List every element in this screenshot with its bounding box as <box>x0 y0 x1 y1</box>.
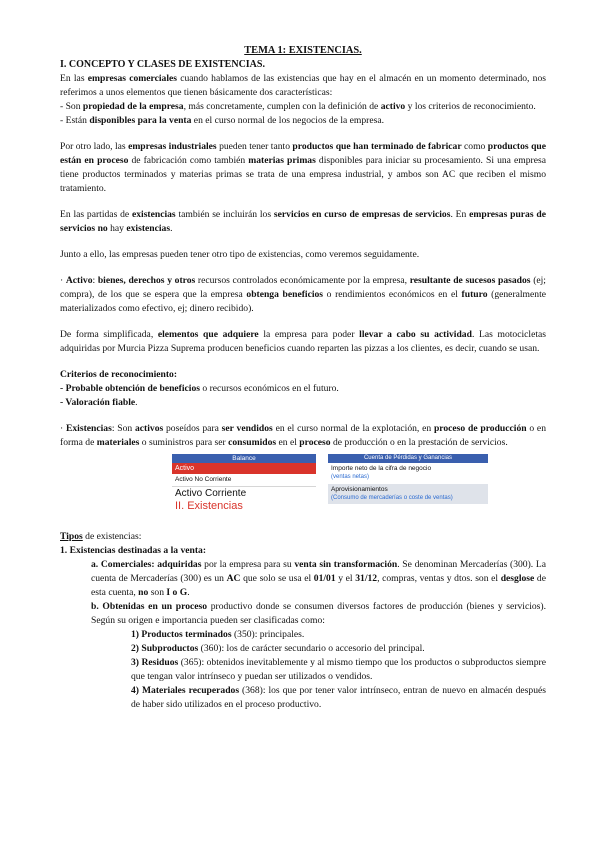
text: . <box>170 223 173 234</box>
section-heading: I. CONCEPTO Y CLASES DE EXISTENCIAS. <box>60 59 265 70</box>
bold-text: Criterios de reconocimiento: <box>60 369 178 380</box>
text: En las <box>60 73 88 84</box>
text: . Se denominan Mercaderías (300). La cuenta de Mercaderías (300) es un <box>91 559 546 584</box>
pyg-header: Cuenta de Pérdidas y Ganancias <box>328 454 488 463</box>
pyg-row-label: Importe neto de la cifra de negocio <box>331 465 432 472</box>
pyg-row-ventas <box>328 463 488 482</box>
text: de producción o en la prestación de servicios. <box>330 437 508 448</box>
text: y los criterios de reconocimiento. <box>405 101 536 112</box>
text: poseídos para <box>163 423 222 434</box>
bold-text: a. Comerciales: adquiridas <box>91 559 202 570</box>
bold-text: no <box>138 587 149 598</box>
bold-text: resultante de sucesos pasados <box>409 275 531 286</box>
paragraph-industrial <box>60 140 546 196</box>
text: (368): los que por tener valor intrínseco, entran de nuevo en almacén después de haber sido utilizados en el proceso productivo. <box>131 685 546 710</box>
text: de fabricación como también <box>128 155 249 166</box>
pyg-table <box>328 454 488 504</box>
criterios-item <box>60 396 546 410</box>
bold-text: AC <box>226 573 241 584</box>
text: la empresa para poder <box>258 329 360 340</box>
bold-text: activo <box>380 101 406 112</box>
paragraph-servicios <box>60 208 546 236</box>
bold-text: disponibles para la venta <box>89 115 192 126</box>
bold-text: empresas puras de servicios no <box>60 209 546 234</box>
bold-text: consumidos <box>228 437 277 448</box>
paragraph-line <box>60 114 546 128</box>
bold-text: servicios en curso de empresas de servicios <box>273 209 451 220</box>
bold-text: bienes, derechos y otros <box>97 275 196 286</box>
text: o en forma de <box>60 423 546 448</box>
text: en el <box>276 437 300 448</box>
text: De forma simplificada, <box>60 329 158 340</box>
bold-text: materiales <box>96 437 140 448</box>
bold-text: desglose <box>500 573 535 584</box>
paragraph-junto: Junto a ello, las empresas pueden tener otro tipo de existencias, como veremos seguidamente. <box>60 249 420 260</box>
balance-activo-corriente: Activo Corriente <box>175 488 247 499</box>
text: o recursos económicos en el futuro. <box>200 383 339 394</box>
pyg-row-sublabel: (Consumo de mercaderías o coste de ventas) <box>331 495 453 501</box>
bold-text: empresas comerciales <box>87 73 177 84</box>
list-item-a <box>60 558 546 600</box>
text: recursos controlados económicamente por la empresa, <box>195 275 410 286</box>
bold-text: productos que están en proceso <box>60 141 547 166</box>
text: , compras, ventas y dtos. son el <box>377 573 501 584</box>
bold-text: propiedad de la empresa <box>82 101 184 112</box>
paragraph-line <box>60 100 546 114</box>
text: : Son <box>111 423 135 434</box>
bold-text: productos que han terminado de fabricar <box>292 141 462 152</box>
bold-text: obtenga beneficios <box>246 289 324 300</box>
bold-text: existencias <box>126 223 171 234</box>
text: también se incluirán los <box>175 209 274 220</box>
text: por la empresa para su <box>201 559 295 570</box>
bold-text: 4) Materiales recuperados <box>131 685 240 696</box>
text: o suministros para ser <box>139 437 229 448</box>
text: (360): los de carácter secundario o accesorio del principal. <box>198 643 425 654</box>
bold-text: 31/12 <box>355 573 378 584</box>
document-page <box>60 44 546 712</box>
list-item-b <box>60 600 546 628</box>
text: y el <box>335 573 356 584</box>
text: cuando hablamos de las existencias que hay en el almacén en un momento determinado, nos referimos a unos elementos que tienen básicamente dos características: <box>60 73 546 98</box>
text: como <box>461 141 488 152</box>
bold-text: proceso de producción <box>433 423 527 434</box>
text: . En <box>450 209 470 220</box>
bold-text: activos <box>134 423 164 434</box>
bold-text: I o G <box>166 587 188 598</box>
text: en el curso normal de los negocios de la empresa. <box>191 115 385 126</box>
bold-text: 1) Productos terminados <box>131 629 232 640</box>
text: (350): principales. <box>231 629 305 640</box>
paragraph-activo <box>60 274 546 316</box>
list-heading <box>60 544 546 558</box>
text: o rendimientos económicos en el <box>323 289 462 300</box>
text: - Son <box>60 101 83 112</box>
balance-header: Balance <box>172 454 316 463</box>
bold-text: 01/01 <box>313 573 336 584</box>
text: En las partidas de <box>60 209 132 220</box>
text: (365): obtenidos inevitablemente y al mismo tiempo que los productos o subproductos siempre que tengan valor intrínseco y puedan ser utilizados o vendidos. <box>131 657 546 682</box>
text: en el curso normal de la explotación, en <box>272 423 434 434</box>
text: de existencias: <box>82 531 142 542</box>
bold-text: empresas industriales <box>128 141 217 152</box>
text: de esta cuenta, <box>91 573 546 598</box>
bold-text: - Valoración fiable <box>60 397 136 408</box>
bold-text: ser vendidos <box>221 423 273 434</box>
text: , más concretamente, cumplen con la definición de <box>183 101 381 112</box>
bold-text: llevar a cabo su actividad <box>359 329 472 340</box>
balance-existencias: II. Existencias <box>175 500 243 512</box>
bold-text: 3) Residuos <box>131 657 179 668</box>
text: (ej; compra), de los que se espera que la empresa <box>60 275 546 300</box>
text: disponibles para iniciar su procesamiento. Si una empresa tiene productos terminados y materias primas se trata de una empresa industrial, y ambos son AC que reciben el mismo tratamiento. <box>60 155 546 194</box>
text: (generalmente materializados como efectivo, ej; dinero recibido). <box>60 289 546 314</box>
bold-text: 1. Existencias destinadas a la venta: <box>60 545 207 556</box>
paragraph-existencias <box>60 422 546 450</box>
sub-item-3 <box>60 656 546 684</box>
text: productivo donde se consumen diversos factores de producción (bienes y servicios). Según su origen e importancia pueden ser clasificadas como: <box>91 601 546 626</box>
bold-underlined-text: Tipos <box>60 531 83 542</box>
paragraph-simplificada <box>60 328 546 356</box>
sub-item-1 <box>60 628 546 642</box>
bold-text: Activo <box>65 275 93 286</box>
text: pueden tener tanto <box>216 141 293 152</box>
text: que solo se usa el <box>240 573 314 584</box>
criterios-item <box>60 382 546 396</box>
text: son <box>148 587 167 598</box>
text: · <box>60 423 66 434</box>
sub-item-2 <box>60 642 546 656</box>
balance-activo: Activo <box>172 463 316 474</box>
bold-text: futuro <box>461 289 488 300</box>
text: : <box>92 275 98 286</box>
document-title: TEMA 1: EXISTENCIAS. <box>244 45 362 56</box>
balance-activo-no-corriente: Activo No Corriente <box>172 474 316 487</box>
bold-text: 2) Subproductos <box>131 643 199 654</box>
criterios-title <box>60 368 546 382</box>
text: Por otro lado, las <box>60 141 129 152</box>
balance-table <box>172 454 316 513</box>
text: - Están <box>60 115 90 126</box>
bold-text: venta sin transformación <box>294 559 398 570</box>
bold-text: proceso <box>299 437 331 448</box>
pyg-row-sublabel: (ventas netas) <box>331 474 370 480</box>
bold-text: elementos que adquiere <box>157 329 259 340</box>
text: . <box>135 397 138 408</box>
bold-text: materias primas <box>248 155 316 166</box>
figure-tables <box>60 454 546 524</box>
text: . <box>187 587 190 598</box>
paragraph-intro <box>60 72 546 100</box>
text: · <box>60 275 66 286</box>
sub-item-4 <box>60 684 546 712</box>
bold-text: existencias <box>131 209 176 220</box>
tipos-heading <box>60 530 546 544</box>
text: hay <box>107 223 127 234</box>
pyg-row-aprovisionamientos <box>328 484 488 504</box>
text: . Las motocicletas adquiridas por Murcia Pizza Suprema producen beneficios cuando reparten las pizzas a los clientes, es decir, cuando se usan. <box>60 329 546 354</box>
bold-text: b. Obtenidas en un proceso <box>91 601 208 612</box>
bold-text: - Probable obtención de beneficios <box>60 383 200 394</box>
pyg-row-label: Aprovisionamientos <box>331 486 388 493</box>
bold-text: Existencias <box>65 423 112 434</box>
